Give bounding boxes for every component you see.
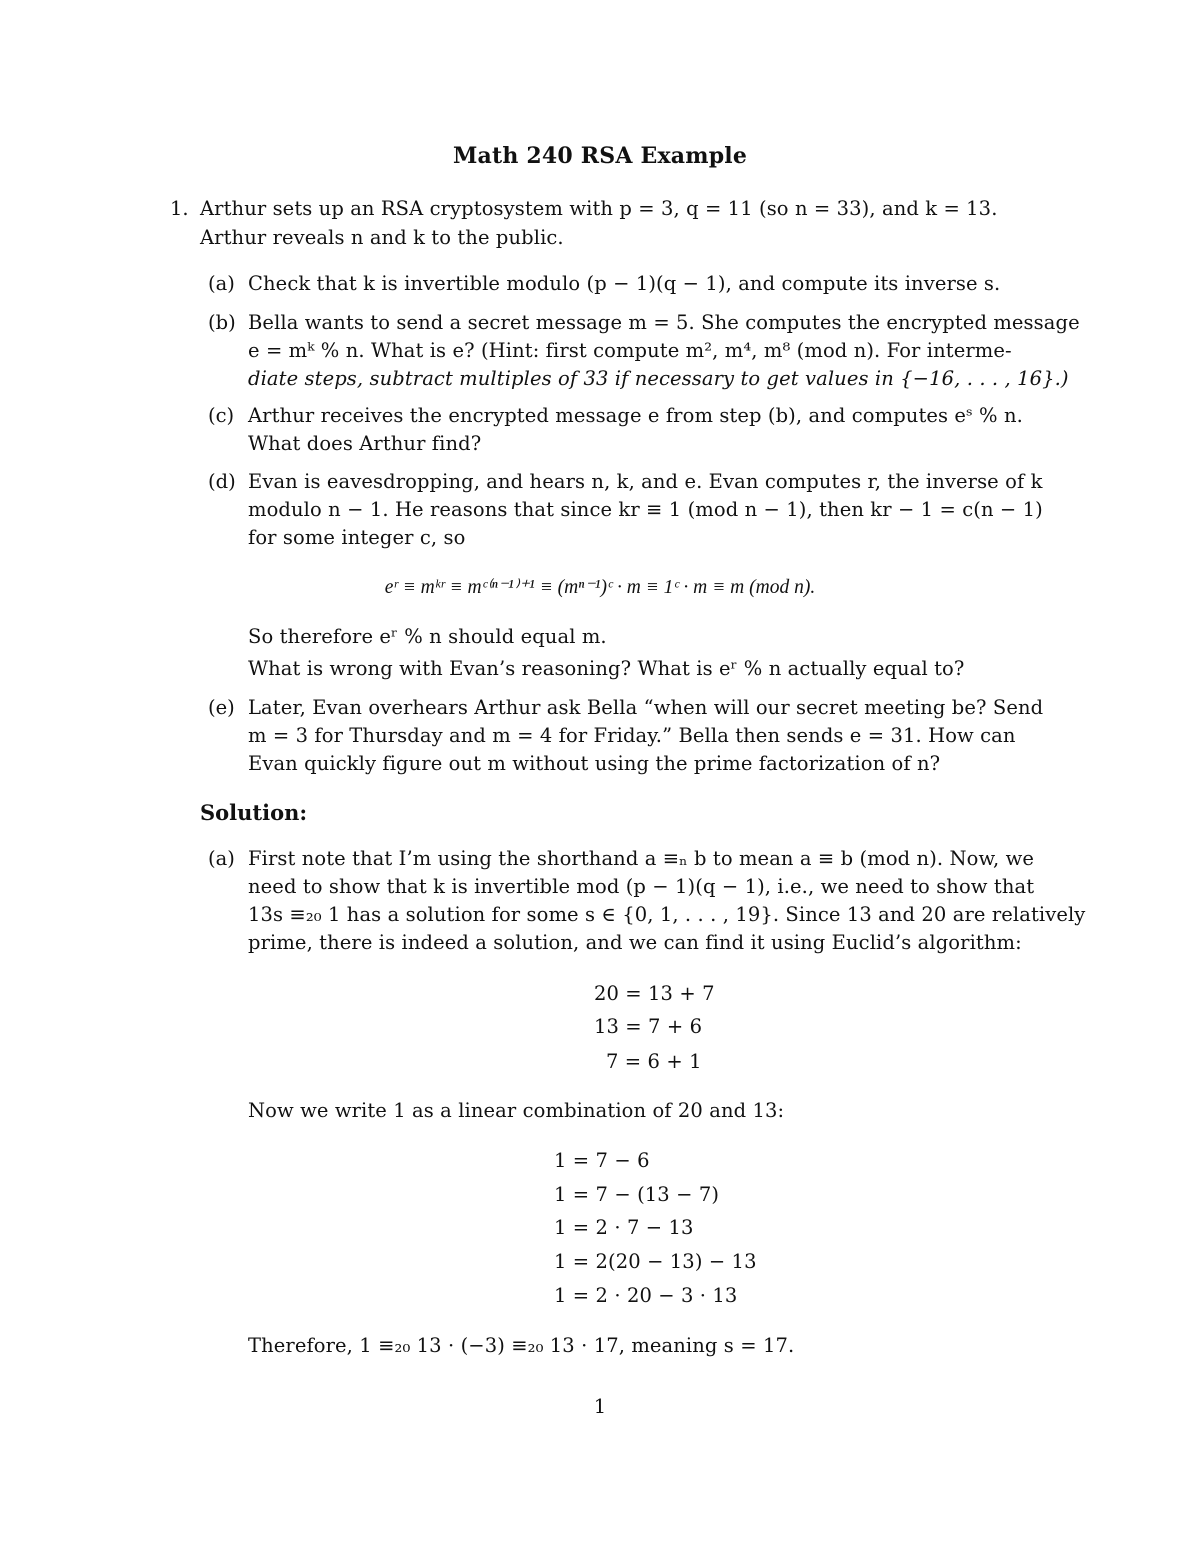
part-d-text: What is wrong with Evan’s reasoning? What is eʳ % n actually equal to? [248,657,965,680]
part-e-text: m = 3 for Thursday and m = 4 for Friday.” Bella then sends e = 31. How can [248,724,1016,747]
euclid-equation: 7 = 6 + 1 [606,1050,702,1073]
solution-conclusion: Therefore, 1 ≡₂₀ 13 · (−3) ≡₂₀ 13 · 17, meaning s = 17. [248,1334,795,1357]
solution-a-label: (a) [208,847,235,870]
problem-number: 1. [170,197,189,220]
part-c-text: Arthur receives the encrypted message e from step (b), and computes eˢ % n. [248,404,1023,427]
combo-equation: 1 = 7 − 6 [554,1149,650,1172]
part-a-text: Check that k is invertible modulo (p − 1)(q − 1), and compute its inverse s. [248,272,1001,295]
part-c-label: (c) [208,404,235,427]
part-a-label: (a) [208,272,235,295]
solution-a-text: First note that I’m using the shorthand a ≡ₙ b to mean a ≡ b (mod n). Now, we [248,847,1035,870]
combo-equation: 1 = 2 · 20 − 3 · 13 [554,1284,738,1307]
page-number: 1 [593,1395,607,1418]
problem-intro-line: Arthur sets up an RSA cryptosystem with p = 3, q = 11 (so n = 33), and k = 13. [200,197,998,220]
problem-intro-line: Arthur reveals n and k to the public. [200,226,564,249]
solution-a-text: prime, there is indeed a solution, and we can find it using Euclid’s algorithm: [248,931,1022,954]
part-b-text: diate steps, subtract multiples of 33 if necessary to get values in {−16, . . . , 16}.) [248,367,1069,390]
part-d-equation: eʳ ≡ mᵏʳ ≡ mᶜ⁽ⁿ⁻¹⁾⁺¹ ≡ (mⁿ⁻¹)ᶜ · m ≡ 1ᶜ · m ≡ m (mod n). [384,577,816,598]
euclid-equation: 20 = 13 + 7 [594,982,715,1005]
part-e-text: Later, Evan overhears Arthur ask Bella “when will our secret meeting be? Send [248,696,1044,719]
part-d-text: So therefore eʳ % n should equal m. [248,625,607,648]
solution-a-text: 13s ≡₂₀ 1 has a solution for some s ∈ {0, 1, . . . , 19}. Since 13 and 20 are relatively [248,903,1086,926]
part-b-text: Bella wants to send a secret message m = 5. She computes the encrypted message [248,311,1080,334]
part-e-label: (e) [208,696,235,719]
part-d-label: (d) [208,470,236,493]
combo-equation: 1 = 2(20 − 13) − 13 [554,1250,757,1273]
page-title: Math 240 RSA Example [452,143,748,169]
part-b-label: (b) [208,311,236,334]
euclid-equation: 13 = 7 + 6 [594,1015,703,1038]
solution-a-text: need to show that k is invertible mod (p − 1)(q − 1), i.e., we need to show that [248,875,1035,898]
part-e-text: Evan quickly figure out m without using the prime factorization of n? [248,752,941,775]
part-d-text: modulo n − 1. He reasons that since kr ≡ 1 (mod n − 1), then kr − 1 = c(n − 1) [248,498,1043,521]
combo-equation: 1 = 7 − (13 − 7) [554,1183,720,1206]
solution-heading: Solution: [200,800,308,825]
part-c-text: What does Arthur find? [248,432,482,455]
combo-equation: 1 = 2 · 7 − 13 [554,1216,694,1239]
part-d-text: Evan is eavesdropping, and hears n, k, and e. Evan computes r, the inverse of k [248,470,1043,493]
part-d-text: for some integer c, so [248,526,466,549]
part-b-text: e = mᵏ % n. What is e? (Hint: first compute m², m⁴, m⁸ (mod n). For interme- [248,339,1012,362]
combo-intro: Now we write 1 as a linear combination of 20 and 13: [248,1099,785,1122]
